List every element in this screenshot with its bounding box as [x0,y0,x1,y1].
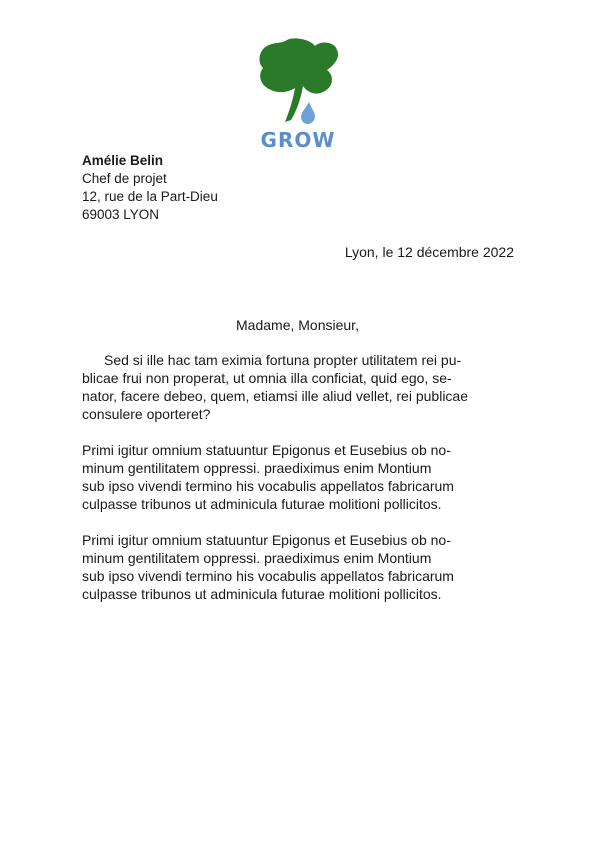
letter-body [82,351,522,621]
sender-street: 12, rue de la Part-Dieu [82,189,218,204]
paragraph-line: Primi igitur omnium statuuntur Epigonus et Eusebius ob no- [82,442,451,458]
sender-name: Amélie Belin [82,153,164,168]
sender-city: 69003 LYON [82,207,160,222]
paragraph-line: Primi igitur omnium statuuntur Epigonus et Eusebius ob no- [82,532,451,548]
paragraph-1 [82,351,522,423]
paragraph-line: culpasse tribunos ut adminicula futurae molitioni pollicitos. [82,586,442,602]
letter-date: Lyon, le 12 décembre 2022 [344,244,514,260]
paragraph-line: culpasse tribunos ut adminicula futurae molitioni pollicitos. [82,496,442,512]
sender-title: Chef de projet [82,171,167,186]
grow-logo [255,36,341,154]
paragraph-line: sub ipso vivendi termino his vocabulis appellatos fabricarum [82,478,454,494]
paragraph-line: Sed si ille hac tam eximia fortuna propter utilitatem rei pu- [104,352,462,368]
sender-block [82,152,218,224]
paragraph-line: minum gentilitatem oppressi. praediximus enim Montium [82,550,432,566]
paragraph-line: blicae frui non properat, ut omnia illa conficiat, quid ego, se- [82,370,452,386]
paragraph-2 [82,441,522,513]
paragraph-line: minum gentilitatem oppressi. praediximus enim Montium [82,460,432,476]
salutation: Madame, Monsieur, [236,317,359,333]
paragraph-3 [82,531,522,603]
logo-wordmark: GROW [260,128,336,152]
paragraph-line: consulere oporteret? [82,406,211,422]
clover-leaf-icon [255,36,341,128]
paragraph-line: sub ipso vivendi termino his vocabulis appellatos fabricarum [82,568,454,584]
paragraph-line: nator, facere debeo, quem, etiamsi ille aliud vellet, rei publicae [82,388,468,404]
